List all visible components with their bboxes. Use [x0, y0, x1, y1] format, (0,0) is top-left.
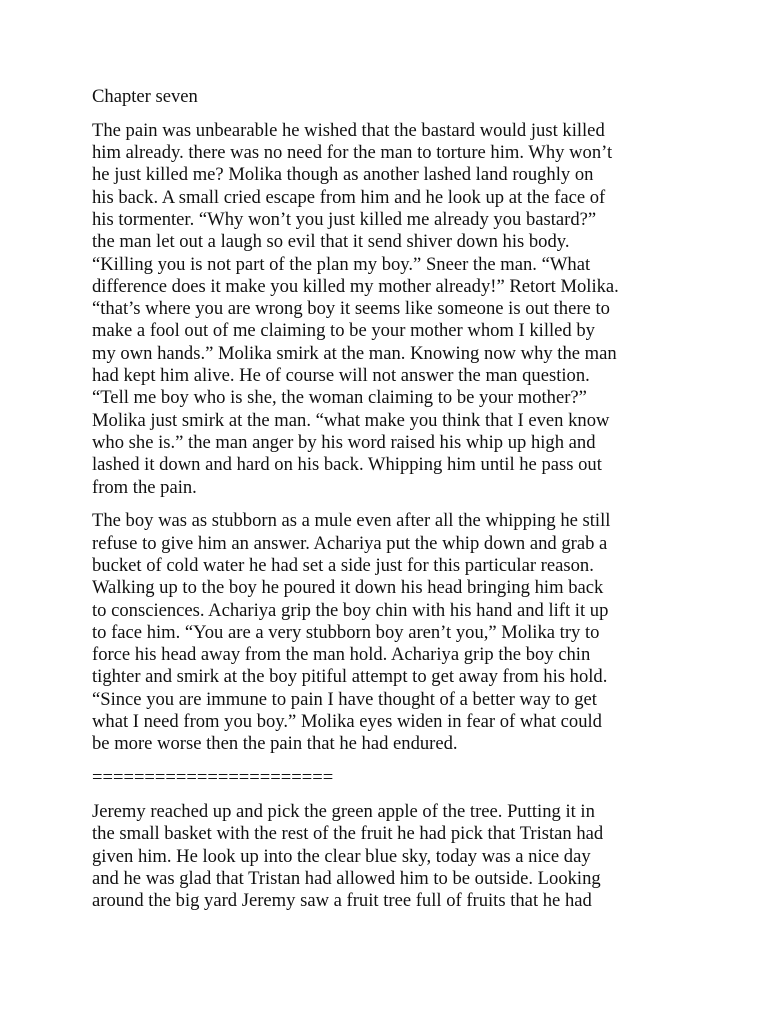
text-line: Molika just smirk at the man. “what make you think that I even know	[92, 409, 610, 431]
text-line: The pain was unbearable he wished that the bastard would just killed	[92, 119, 605, 141]
chapter-title: Chapter seven	[92, 86, 198, 107]
text-line: refuse to give him an answer. Achariya put the whip down and grab a	[92, 532, 608, 554]
text-line: who she is.” the man anger by his word raised his whip up high and	[92, 431, 596, 453]
paragraph-1	[92, 120, 692, 499]
text-line: force his head away from the man hold. Achariya grip the boy chin	[92, 644, 591, 666]
text-line: The boy was as stubborn as a mule even after all the whipping he still	[92, 510, 611, 532]
text-line: “Killing you is not part of the plan my boy.” Sneer the man. “What	[92, 253, 591, 275]
text-line: what I need from you boy.” Molika eyes widen in fear of what could	[92, 711, 602, 733]
text-line: bucket of cold water he had set a side just for this particular reason.	[92, 554, 594, 576]
text-line: my own hands.” Molika smirk at the man. Knowing now why the man	[92, 342, 617, 364]
document-body	[92, 86, 692, 924]
text-line: his tormenter. “Why won’t you just killed me already you bastard?”	[92, 208, 597, 230]
text-line: him already. there was no need for the man to torture him. Why won’t	[92, 142, 613, 164]
text-line: tighter and smirk at the boy pitiful attempt to get away from his hold.	[92, 666, 608, 688]
text-line: “that’s where you are wrong boy it seems like someone is out there to	[92, 298, 610, 320]
text-line: “Tell me boy who is she, the woman claiming to be your mother?”	[92, 387, 587, 409]
text-line: to consciences. Achariya grip the boy chin with his hand and lift it up	[92, 599, 609, 621]
text-line: the man let out a laugh so evil that it send shiver down his body.	[92, 231, 570, 253]
section-separator: =======================	[92, 767, 334, 789]
text-line: difference does it make you killed my mother already!” Retort Molika.	[92, 275, 619, 297]
text-line: he just killed me? Molika though as another lashed land roughly on	[92, 164, 594, 186]
text-line: make a fool out of me claiming to be your mother whom I killed by	[92, 320, 595, 342]
text-line: to face him. “You are a very stubborn boy aren’t you,” Molika try to	[92, 621, 600, 643]
text-line: Jeremy reached up and pick the green apple of the tree. Putting it in	[92, 800, 595, 822]
text-line: had kept him alive. He of course will not answer the man question.	[92, 365, 590, 387]
text-line: from the pain.	[92, 476, 197, 498]
paragraph-3	[92, 801, 692, 912]
text-line: Walking up to the boy he poured it down his head bringing him back	[92, 577, 604, 599]
text-line: be more worse then the pain that he had endured.	[92, 733, 458, 755]
text-line: given him. He look up into the clear blue sky, today was a nice day	[92, 845, 591, 867]
text-line: his back. A small cried escape from him and he look up at the face of	[92, 186, 606, 208]
text-line: and he was glad that Tristan had allowed him to be outside. Looking	[92, 867, 601, 889]
text-line: the small basket with the rest of the fruit he had pick that Tristan had	[92, 823, 604, 845]
text-line: around the big yard Jeremy saw a fruit tree full of fruits that he had	[92, 890, 592, 912]
text-line: “Since you are immune to pain I have thought of a better way to get	[92, 688, 597, 710]
paragraph-2	[92, 510, 692, 755]
text-line: lashed it down and hard on his back. Whipping him until he pass out	[92, 454, 602, 476]
